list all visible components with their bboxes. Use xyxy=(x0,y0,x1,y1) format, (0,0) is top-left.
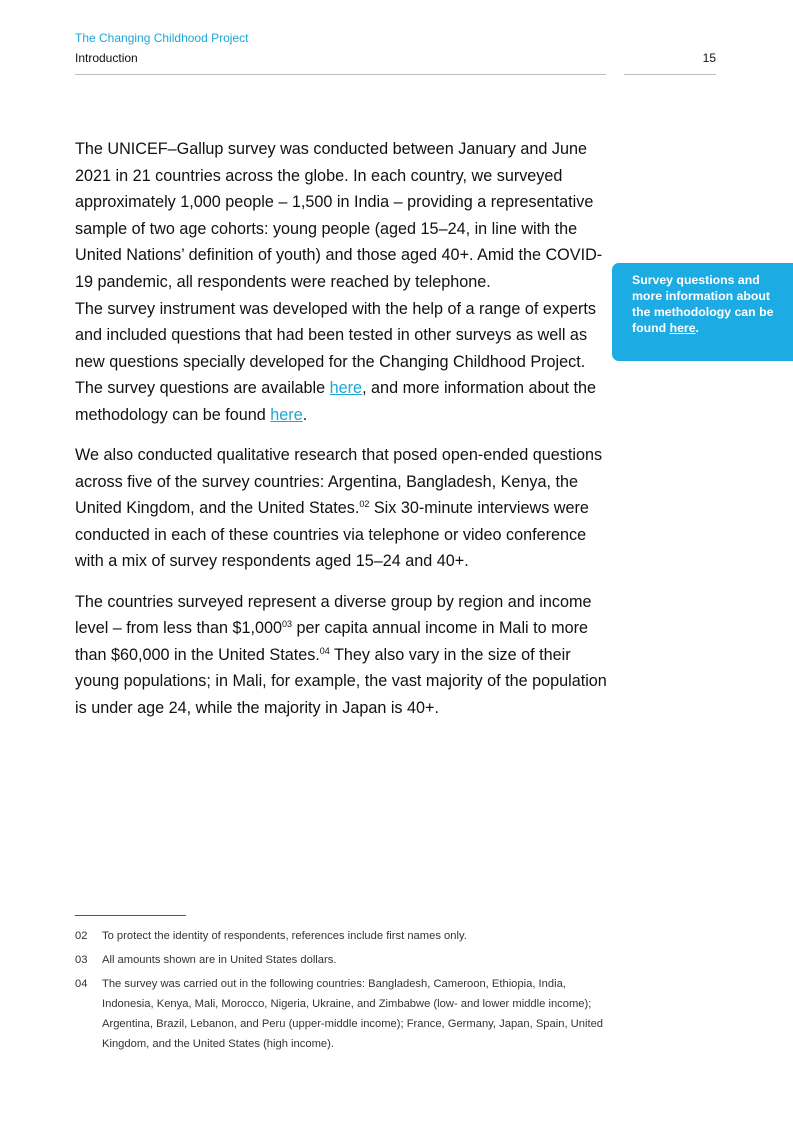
footnote-ref-02[interactable]: 02 xyxy=(359,499,370,510)
paragraph-methodology: The UNICEF–Gallup survey was conducted between January and June 2021 in 21 countries across the globe. In each country, we surveyed approximately 1,000 people – 1,500 in India – providing a representative sample of two age cohorts: young people (aged 15–24, in line with the United Nations’ definition of youth) and those aged 40+. Amid the COVID-19 pandemic, all respondents were reached by telephone. The survey instrument was developed with the help of a range of experts and included questions that had been tested in other surveys as well as new questions specially developed for the Changing Childhood Project. The survey questions are available here, and more information about the methodology can be found here. xyxy=(75,140,603,424)
body-text xyxy=(75,136,615,735)
header-rule xyxy=(75,74,606,75)
survey-questions-link[interactable]: here xyxy=(329,379,363,398)
page-number: 15 xyxy=(702,51,716,65)
header-publication-title: The Changing Childhood Project xyxy=(75,31,249,45)
footnote-number: 04 xyxy=(75,978,88,990)
paragraph-qualitative: We also conducted qualitative research that posed open-ended questions across five of the survey countries: Argentina, Bangladesh, Kenya, the United Kingdom, and the United States.$^{02}$ Six 30-minute interviews were conducted in each of these countries via telephone or video conference with a mix of survey respondents aged 15–24 and 40+. xyxy=(75,446,603,571)
header-section: Introduction xyxy=(75,51,138,65)
header-rule-side xyxy=(624,74,716,75)
footnote-rule xyxy=(75,915,186,916)
paragraph-countries: The countries surveyed represent a diverse group by region and income level – from less than $1,000$^{03}$ per capita annual income in Mali to more than $60,000 in the United States.$^{04}$ They also vary in the size of their young populations; in Mali, for example, the vast majority of the population is under age 24, while the majority in Japan is 40+. xyxy=(75,592,607,717)
footnote-text: All amounts shown are in United States dollars. xyxy=(102,954,337,966)
footnote-item xyxy=(75,974,615,1054)
footnote-number: 02 xyxy=(75,930,88,942)
methodology-link[interactable]: here xyxy=(270,405,303,424)
sidebar-callout: Survey questions and more information about the methodology can be found here. xyxy=(612,263,793,361)
footnote-number: 03 xyxy=(75,954,88,966)
footnote-ref-03[interactable]: 03 xyxy=(281,619,292,630)
footnote-item xyxy=(75,926,615,946)
footnote-text: The survey was carried out in the following countries: Bangladesh, Cameroon, Ethiopia, India, Indonesia, Kenya, Mali, Morocco, Nigeria, Ukraine, and Zimbabwe (low- and lower middle income); Argentina, Brazil, Lebanon, and Peru (upper-middle income); France, Germany, Japan, Spain, United Kingdom, and the United States (high income). xyxy=(102,978,604,1050)
footnote-item xyxy=(75,950,615,970)
sidebar-methodology-link[interactable]: here xyxy=(669,321,696,335)
footnote-ref-04[interactable]: 04 xyxy=(319,645,330,656)
footnotes xyxy=(75,926,615,1058)
footnote-text: To protect the identity of respondents, references include first names only. xyxy=(102,930,467,942)
